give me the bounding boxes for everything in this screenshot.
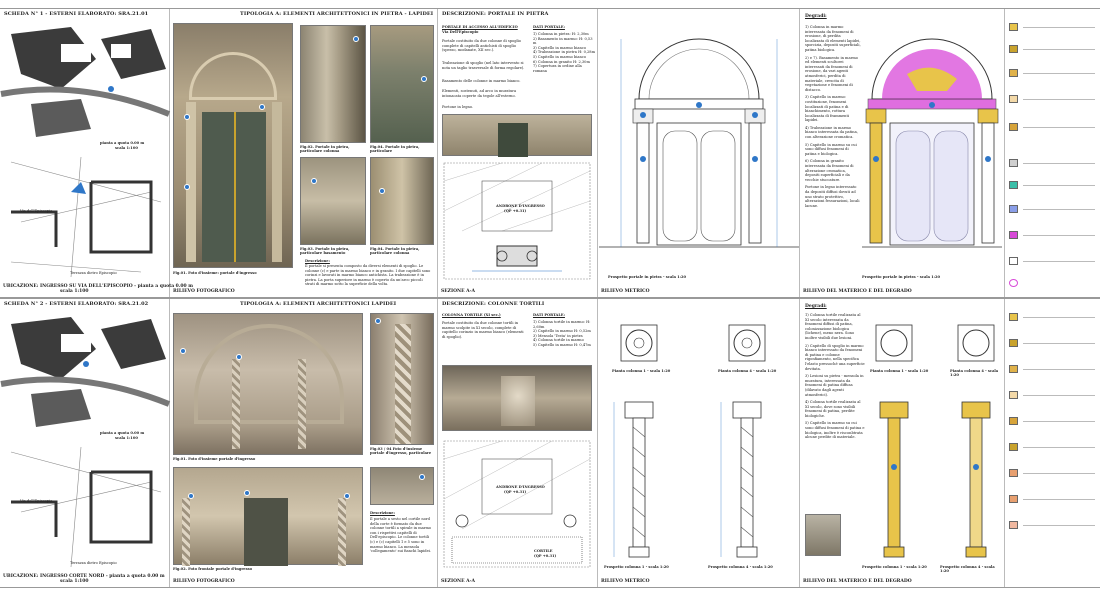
photo-marker-7[interactable] — [379, 188, 385, 194]
photo-portal-detail — [370, 25, 434, 143]
legend-swatch — [1009, 443, 1018, 451]
legend-rule — [1023, 473, 1095, 474]
legend-swatch — [1009, 339, 1018, 347]
description-title: Descrizione: — [370, 511, 395, 515]
photo-marker-4[interactable] — [353, 36, 359, 42]
section-footer: SEZIONE A-A — [441, 289, 475, 294]
site-map-top — [1, 19, 169, 149]
legend-rule — [1023, 525, 1095, 526]
section-room-label: ANDRONE D'INGRESSO — [496, 204, 545, 208]
column-block-title: COLONNA TORTILE (XI sec.) — [442, 313, 501, 317]
location-column — [0, 9, 193, 297]
degradi-title: Degradi: — [805, 14, 827, 19]
degrado-footer: RILIEVO DEL MATERICO E DEL DEGRADO — [803, 579, 912, 584]
dati-item: 4) Colonna tortile in marmo — [533, 338, 584, 343]
section-plan — [442, 439, 592, 569]
portal-block-title: PORTALE DI ACCESSO ALL'EDIFICIO — [442, 25, 518, 29]
photo-mask-detail — [370, 467, 434, 505]
elev1-caption: Prospetto colonna 1 - scala 1:20 — [862, 565, 927, 569]
sheet-header: SCHEDA N° 1 - ESTERNI ELABORATO: SRA.21.01 — [4, 11, 149, 17]
legend-rule — [1023, 185, 1095, 186]
photo-column-detail-2 — [370, 157, 434, 245]
map-top-scale: pianta a quota 0.00 m — [100, 431, 145, 435]
typology-header: TIPOLOGIA A: ELEMENTI ARCHITETTONICI LAPIDEI — [240, 301, 397, 307]
photo-marker-3[interactable] — [184, 184, 190, 190]
legend-swatch — [1009, 495, 1018, 503]
cortile-quota: (QP +0.31) — [534, 554, 557, 558]
legend-rule — [1023, 209, 1095, 210]
legend-rule — [1023, 27, 1095, 28]
dati-item: 2) Capitello in marmo H: 0,52m — [533, 329, 591, 334]
legend-swatch — [1009, 257, 1018, 265]
site-map-bottom — [1, 152, 169, 282]
dati-item: 1) Colonna tortile in marmo: H: 2,60m — [533, 320, 591, 329]
photo-portal-overall — [173, 23, 293, 268]
plan2-caption: Pianta colonna 4 - scala 1:20 — [950, 369, 999, 378]
location-column — [0, 299, 170, 587]
plan2-caption: Pianta colonna 4 - scala 1:20 — [718, 369, 777, 373]
legend-swatch — [1009, 231, 1018, 239]
dati-item: 3) Capitello in marmo bianco — [533, 45, 587, 50]
degradi-list — [805, 313, 865, 440]
dati-item: 5) Capitello in marmo H: 0,47m — [533, 342, 591, 347]
degrado-column — [800, 9, 1005, 297]
metric-footer: RILIEVO METRICO — [601, 289, 650, 294]
legend-rule — [1023, 343, 1095, 344]
degradi-item: 1) Colonna tortile realizzata al XI secolo interessata da fenomeni diffusi di patina, colonizzazione biologica (lichene), meno nera. Sono inoltre visibili due lesioni. — [805, 313, 861, 340]
legend-swatch — [1009, 365, 1018, 373]
photo-column — [170, 9, 438, 297]
fig04b-caption: Fig.04. Portale in pietra, particolare colonna — [370, 247, 420, 256]
sheet-1 — [0, 8, 1100, 298]
photo-marker-5[interactable] — [421, 76, 427, 82]
legend-column — [1005, 9, 1100, 297]
photo-column-detail — [300, 25, 366, 143]
description-column — [438, 299, 598, 587]
photo-footer: RILIEVO FOTOGRAFICO — [173, 289, 235, 294]
degradi-item: 3) Capitello in marmo: costituzione, fenomeni localizzati di patina e di bianchimento, rottura localizzata di frammenti lapidei. — [805, 95, 850, 123]
portal-block-sub: Via Dell'Episcopio — [442, 30, 479, 34]
plan1-caption: Pianta colonna 1 - scala 1:20 — [870, 369, 929, 373]
location-footer-scale: scala 1:100 — [60, 579, 89, 584]
map-label-street: Via dell'Episcopio — [20, 499, 53, 503]
dati-title: DATI PORTALE: — [533, 313, 565, 317]
sheet-2 — [0, 298, 1100, 588]
photo-marker-3[interactable] — [188, 493, 194, 499]
metric-footer: RILIEVO METRICO — [601, 579, 650, 584]
section-room-quota: (QP +0.31) — [504, 490, 527, 494]
degrado-column — [800, 299, 1005, 587]
dati-item: 2) Basamento in marmo: H: 0,53 m — [533, 36, 593, 46]
section-room-quota: (QP +0.31) — [504, 209, 527, 213]
degradi-item: 5) Capitello in marmo su cui sono diffusi fenomeni di patina e biologica, inoltre è risconbtrata alcune perdite di materiale. — [805, 421, 865, 440]
photo-marker-2[interactable] — [236, 354, 242, 360]
photo-marker-6[interactable] — [311, 178, 317, 184]
degrado-elevation-drawing — [862, 19, 1002, 269]
legend-rule — [1023, 73, 1095, 74]
site-map-top — [1, 309, 169, 439]
map-label-terrace: Terrazza dietro Episcopio — [70, 271, 117, 275]
fig03-caption: Fig.03. Portale in pietra, particolare basamento — [300, 247, 350, 256]
map-top-scale-ratio: scala 1:100 — [115, 436, 138, 440]
degradi-item: Portone in legno interessato da depositi diffusi dovuti ad uno strato protettivo, alterazioni fessurazioni, locali lacune. — [805, 185, 860, 208]
column-plans-elevations — [599, 307, 799, 567]
photo-capital-detail — [442, 365, 592, 431]
photo-marker-7[interactable] — [419, 474, 425, 480]
legend-swatch — [1009, 123, 1018, 131]
degradi-item: 6) Colonna in granito interessata da fenomeni di alterazione cromatica, depositi superficiali e da vecchie stuccature. — [805, 159, 854, 182]
legend-swatch — [1009, 205, 1018, 213]
fig03-caption: Fig.03 / 04 Foto d'insieme portale d'ingresso, particolare — [370, 447, 432, 456]
section-footer: SEZIONE A-A — [441, 579, 475, 584]
description-header: DESCRIZIONE: PORTALE IN PIETRA — [442, 11, 549, 17]
plan1-caption: Pianta colonna 1 - scala 1:20 — [612, 369, 671, 373]
metric-column — [598, 299, 800, 587]
photo-courtyard-overall — [173, 313, 363, 455]
photo-marker-2[interactable] — [259, 104, 265, 110]
portal-text-4: Elementi, sostenuti, ad arco in muratura intonacata coperte da tegole all'esterno. — [442, 89, 517, 98]
dati-item: 3) Mensola 'Testa' in pietra — [533, 333, 583, 338]
portal-text-5: Portone in legno. — [442, 105, 474, 109]
legend-swatch — [1009, 521, 1018, 529]
fig04-caption: Fig.04. Portale in pietra, particolare — [370, 145, 420, 154]
legend-column — [1005, 299, 1100, 587]
degradi-item: 2) Capitello di spoglio in marmo bianco interessato da fenomeni di patina e colonne rigonfiamento, nella specifica l'elasto pressoché una superficie devitata. — [805, 343, 865, 371]
photo-degrado-detail — [805, 514, 841, 556]
sheet-header: SCHEDA N° 2 - ESTERNI ELABORATO: SRA.21.02 — [4, 301, 149, 307]
elev1-caption: Prospetto colonna 1 - scala 1:20 — [604, 565, 669, 569]
legend-rule — [1023, 499, 1095, 500]
degrado-footer: RILIEVO DEL MATERICO E DEL DEGRADO — [803, 289, 912, 294]
description-text: Il portale a sesto nel cortile nord della corte è formato da due colonne tortili a spirale in marmo con i rispettivi capitelli di Dell'episcopio. Le colonne tortili (c) e (c) capitelli 1 e 5 sono in marmo bianco. La mensola 'collegamento' sui fianchi lapidei. — [370, 517, 432, 554]
legend-rule — [1023, 99, 1095, 100]
fig02-caption: Fig.02. Portale in pietra, particolare colonna — [300, 145, 350, 154]
section-room-label: ANDRONE D'INGRESSO — [496, 485, 545, 489]
portal-text-1: Portale costituito da due colonne di spoglio complete di capitelli antichisti di spoglio (spesso, modanate, XII sec.). — [442, 39, 521, 53]
degradi-item: 5) Capitello in marmo su cui sono diffusi fenomeni di patina e biologica. — [805, 142, 857, 156]
map-label-street: Via dell'Episcopio — [20, 209, 53, 213]
legend-rule — [1023, 49, 1095, 50]
fig01-caption: Fig.01. Foto d'insieme: portale d'ingresso — [173, 271, 257, 275]
description-text: Il portale si presenta composto da diversi elementi di spoglio. Le colonne (c) e parte in marmo bianco e in granito. I due capitelli sono corinzi e lavorati in marmo bianco antichista. La trabeazione è in pietra. La porta superiore in marmo è coperto da un'arco piccoli strati di marmo sotto la superficie della volta. — [305, 264, 431, 287]
description-column — [438, 9, 598, 297]
dati-list — [533, 32, 595, 73]
legend-rule — [1023, 395, 1095, 396]
degrado-caption: Prospetto portale in pietra - scala 1:20 — [862, 275, 941, 279]
legend-rule — [1023, 447, 1095, 448]
legend-swatch — [1009, 391, 1018, 399]
location-footer: UBICAZIONE: INGRESSO SU VIA DELL'EPISCOPIO - pianta a quota 0.00 m — [3, 284, 193, 289]
photo-footer: RILIEVO FOTOGRAFICO — [173, 579, 235, 584]
typology-header: TIPOLOGIA A: ELEMENTI ARCHITETTONICI IN PIETRA - LAPIDEI — [240, 11, 434, 17]
photo-base-detail — [300, 157, 366, 245]
elev2-caption: Prospetto colonna 4 - scala 1:20 — [708, 565, 773, 569]
portal-elevation-drawing — [599, 19, 799, 269]
site-map-bottom — [1, 442, 169, 572]
map-label-terrace: Terrazza dietro Episcopio — [70, 561, 117, 565]
dati-item: 6) Colonna in granito H: 2,30m — [533, 59, 590, 64]
photo-portal-interior — [442, 114, 592, 156]
fig01-caption: Fig.01. Foto d'insieme portale d'ingresso — [173, 457, 256, 461]
legend-rule — [1023, 421, 1095, 422]
legend-swatch — [1009, 469, 1018, 477]
section-plan — [442, 161, 592, 281]
description-header: DESCRIZIONE: COLONNE TORTILI — [442, 301, 545, 307]
photo-marker-1[interactable] — [184, 114, 190, 120]
legend-swatch — [1009, 23, 1018, 31]
dati-item: 5) Capitello in marmo bianco — [533, 54, 587, 59]
portal-text-2: Trabeazione di spoglio (nel lato intervento si nota un taglio trasversale di forma regolare). — [442, 61, 525, 70]
description-title: Descrizione: — [305, 259, 330, 263]
degradi-title: Degradi: — [805, 304, 827, 309]
legend-rule — [1023, 163, 1095, 164]
photo-marker-1[interactable] — [180, 348, 186, 354]
dati-list — [533, 320, 595, 348]
legend-rule — [1023, 261, 1095, 262]
legend-swatch — [1009, 181, 1018, 189]
legend-swatch — [1009, 279, 1018, 287]
photo-column — [170, 299, 438, 587]
photo-marker-4[interactable] — [244, 490, 250, 496]
portal-text-3: Basamento delle colonne in marmo bianco. — [442, 79, 521, 83]
dati-item: 1) Colonna in pietra: H: 2,30m — [533, 32, 589, 36]
legend-rule — [1023, 127, 1095, 128]
location-footer-scale: scala 1:100 — [60, 289, 89, 294]
legend-swatch — [1009, 69, 1018, 77]
legend-swatch — [1009, 95, 1018, 103]
elevation-caption: Prospetto portale in pietra - scala 1:20 — [608, 275, 687, 279]
degradi-item: 2) e 7). Basamento in marmo ed elementi scultorei interessati da fenomeni di erosione, da vari agenti atmosferici, perdita di materiale, crescita di vegetazione e fenomeni di distacco. — [805, 55, 858, 92]
legend-swatch — [1009, 417, 1018, 425]
elev2-caption: Prospetto colonna 4 - scala 1:20 — [940, 565, 995, 574]
degrado-column-drawings — [868, 307, 1004, 567]
legend-rule — [1023, 317, 1095, 318]
legend-swatch — [1009, 313, 1018, 321]
dati-title: DATI PORTALE: — [533, 25, 565, 29]
column-text-1: Portale costituito da due colonne tortili in marmo scolpite in XI secolo, complete di capitello corinzio in marmo bianco (elementi di spoglio). — [442, 321, 524, 339]
legend-rule — [1023, 235, 1095, 236]
metric-column — [598, 9, 800, 297]
degradi-item: 3) Lesioni su pietra - mensola in muratura, interessata da fenomeni di patina diffusa (dilavato dagli agenti atmosferici). — [805, 374, 864, 397]
dati-item: 4) Trabeazione in pietra H: 0,28m — [533, 50, 595, 55]
photo-column-tortile — [370, 313, 434, 445]
map-top-scale-ratio: scala 1:100 — [115, 146, 138, 150]
photo-marker-5[interactable] — [344, 493, 350, 499]
map-top-scale: pianta a quota 0.00 m — [100, 141, 145, 145]
legend-swatch — [1009, 45, 1018, 53]
dati-item: 7) Copertura in ordine alla romana — [533, 64, 582, 73]
degradi-item: 1) Colonna in marmo interessata da fenomeni di erosione, di perdita localizzata di elementi lapidei, sporcizia, depositi superficiali, patina biologica. — [805, 25, 861, 52]
fig02-caption: Fig.02. Foto frontale portale d'ingresso — [173, 567, 253, 571]
degradi-item: 4) Trabeazione in marmo bianco interessata da patina, con alterazione cromatica. — [805, 125, 858, 140]
location-footer: UBICAZIONE: INGRESSO CORTE NORD - pianta a quota 0.00 m — [3, 574, 165, 579]
legend-swatch — [1009, 159, 1018, 167]
legend-rule — [1023, 369, 1095, 370]
photo-courtyard-front — [173, 467, 363, 565]
degradi-list — [805, 25, 861, 208]
degradi-item: 4) Colonna tortile realizzata al XI secolo, dove sono visibili fenomeni di patina, perdite biologiche. — [805, 400, 861, 418]
photo-marker-6[interactable] — [375, 318, 381, 324]
cortile-label: CORTILE — [534, 549, 553, 553]
